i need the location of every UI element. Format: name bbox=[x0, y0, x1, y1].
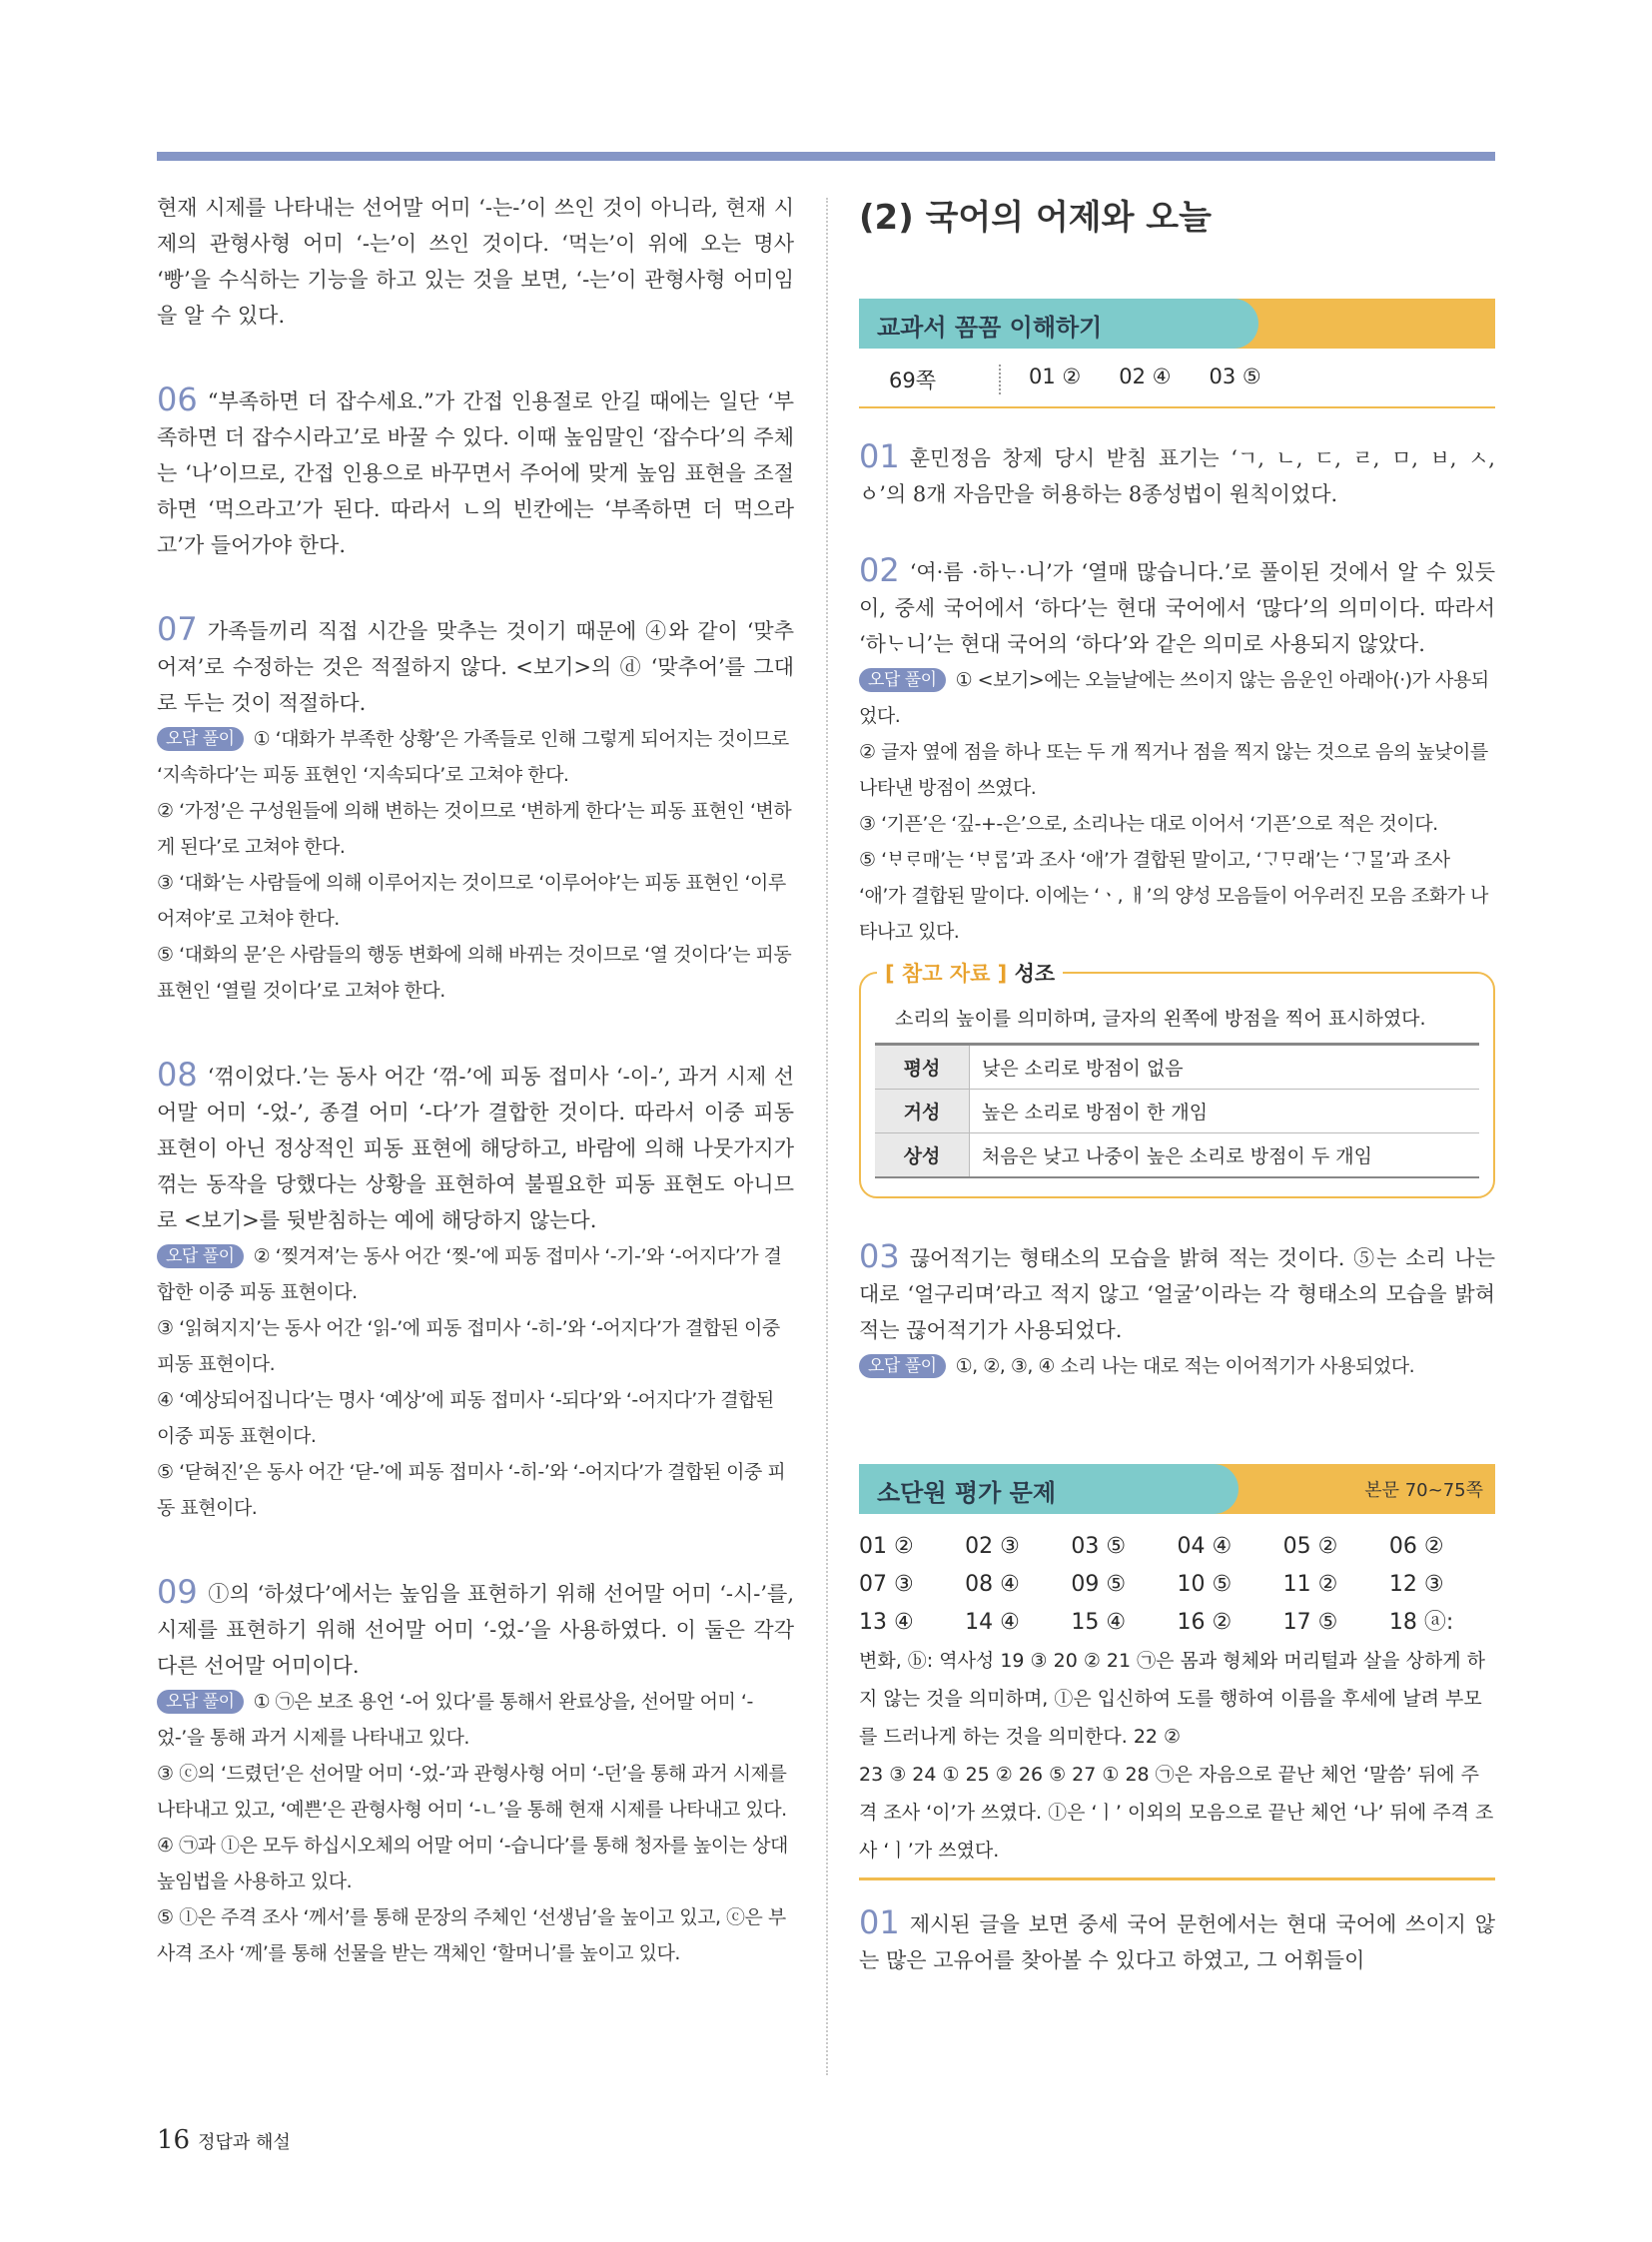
answer-text: 훈민정음 창제 당시 받침 표기는 ‘ㄱ, ㄴ, ㄷ, ㄹ, ㅁ, ㅂ, ㅅ, ㆁ’의 8개 자음만을 허용하는 8종성법이 원칙이었다. bbox=[859, 446, 1495, 506]
sub-item: ⑤ ⓛ은 주격 조사 ‘께서’를 통해 문장의 주체인 ‘선생님’을 높이고 있고, ⓒ은 부사격 조사 ‘께’를 통해 선물을 받는 객체인 ‘할머니’를 높이고 있다. bbox=[157, 1906, 786, 1964]
answer-row bbox=[859, 1528, 1495, 1566]
sub-item: ⑤ ‘ᄇᆞᄅᆞ매’는 ‘ᄇᆞᄅᆞᆷ’과 조사 ‘애’가 결합된 말이고, ‘ᄀᆞᄆᆞ래’는 ‘ᄀᆞᄆᆞᆯ’과 조사 ‘애’가 결합된 말이다. 이에는 ‘ㆍ, ㅐ’의 양성 모음들이 어우러진 모음 조화가 나타나고 있다. bbox=[859, 849, 1488, 943]
answer-text: “부족하면 더 잡수세요.”가 간접 인용절로 안길 때에는 일단 ‘부족하면 더 잡수시라고’로 바꿀 수 있다. 이때 높임말인 ‘잡수다’의 주체는 ‘나’이므로, 간접 인용으로 바꾸면서 주어에 맞게 높임 표현을 조절하면 ‘먹으라고’가 된다. 따라서 ㄴ의 빈칸에는 ‘부족하면 더 먹으라고’가 들어가야 한다. bbox=[157, 389, 794, 557]
answer-text: 끊어적기는 형태소의 모습을 밝혀 적는 것이다. ⑤는 소리 나는 대로 ‘얼구리며’라고 적지 않고 ‘얼굴’이라는 각 형태소의 모습을 밝혀 적는 끊어적기가 사용되었다. bbox=[859, 1246, 1495, 1342]
eval-answer: 03 ⑤ bbox=[1071, 1534, 1127, 1559]
page-footer bbox=[157, 2125, 291, 2155]
sub-item: ①, ②, ③, ④ 소리 나는 대로 적는 이어적기가 사용되었다. bbox=[955, 1355, 1415, 1377]
evaluation-banner bbox=[859, 1464, 1495, 1514]
banner-label: 교과서 꼼꼼 이해하기 bbox=[877, 314, 1103, 342]
strip-answer: 02 ④ bbox=[1119, 365, 1172, 388]
eval-answer: 04 ④ bbox=[1177, 1534, 1233, 1559]
sub-item: ④ ‘예상되어집니다’는 명사 ‘예상’에 피동 접미사 ‘-되다’와 ‘-어지다’가 결합된 이중 피동 표현이다. bbox=[157, 1389, 774, 1447]
textbook-banner bbox=[859, 299, 1495, 349]
eval-answer: 01 ② bbox=[859, 1534, 914, 1559]
sub-item: ④ ㉠과 ⓛ은 모두 하십시오체의 어말 어미 ‘-습니다’를 통해 청자를 높이는 상대 높임법을 사용하고 있다. bbox=[157, 1835, 788, 1892]
reference-bracket: [ 참고 자료 ] bbox=[885, 962, 1008, 986]
tone-desc: 높은 소리로 방점이 한 개임 bbox=[970, 1090, 1480, 1133]
answer-number: 01 bbox=[859, 437, 900, 475]
eval-answer: 16 ② bbox=[1177, 1610, 1233, 1635]
answer-number: 06 bbox=[157, 380, 198, 418]
sub-item: ② 글자 옆에 점을 하나 또는 두 개 찍거나 점을 찍지 않는 것으로 음의 높낮이를 나타낸 방점이 쓰였다. bbox=[859, 741, 1488, 799]
intro-text: 현재 시제를 나타내는 선어말 어미 ‘-는-’이 쓰인 것이 아니라, 현재 시제의 관형사형 어미 ‘-는’이 쓰인 것이다. ‘먹는’이 위에 오는 명사 ‘빵’을 수식하는 기능을 하고 있는 것을 보면, ‘-는’이 관형사형 어미임을 알 수 있다. bbox=[157, 196, 794, 328]
wrong-answer-badge: 오답 풀이 bbox=[157, 1690, 244, 1714]
strip-answer: 03 ⑤ bbox=[1209, 365, 1261, 388]
eval-answer: 13 ④ bbox=[859, 1610, 914, 1635]
eval-answer: 10 ⑤ bbox=[1177, 1572, 1233, 1597]
answer-number: 07 bbox=[157, 610, 198, 648]
sub-item: ⑤ ‘닫혀진’은 동사 어간 ‘닫-’에 피동 접미사 ‘-히-’와 ‘-어지다’가 결합된 이중 피동 표현이다. bbox=[157, 1461, 786, 1519]
eval-answer: 15 ④ bbox=[1071, 1610, 1127, 1635]
eval-answer: 14 ④ bbox=[965, 1610, 1020, 1635]
answer-r03 bbox=[859, 1238, 1495, 1384]
answer-number: 09 bbox=[157, 1573, 198, 1611]
answer-text: 가족들끼리 직접 시간을 맞추는 것이기 때문에 ④와 같이 ‘맞추어져’로 수정하는 것은 적절하지 않다. <보기>의 ⓓ ‘맞추어’를 그대로 두는 것이 적절하다. bbox=[157, 619, 794, 715]
answer-number: 03 bbox=[859, 1237, 900, 1275]
reference-desc: 소리의 높이를 의미하며, 글자의 왼쪽에 방점을 찍어 표시하였다. bbox=[895, 1008, 1426, 1030]
sub-item: ⑤ ‘대화의 문’은 사람들의 행동 변화에 의해 바뀌는 것이므로 ‘열 것이다’는 피동 표현인 ‘열릴 것이다’로 고쳐야 한다. bbox=[157, 944, 792, 1002]
strip-page: 69쪽 bbox=[859, 365, 1001, 394]
banner-page-range: 본문 70~75쪽 bbox=[1364, 1480, 1483, 1501]
sub-item: ③ ‘대화’는 사람들에 의해 이루어지는 것이므로 ‘이루어야’는 피동 표현인 ‘이루어져야’로 고쳐야 한다. bbox=[157, 872, 786, 930]
eval-answer: 06 ② bbox=[1388, 1534, 1444, 1559]
eval-answer: 11 ② bbox=[1282, 1572, 1338, 1597]
eval-answer: 05 ② bbox=[1282, 1534, 1338, 1559]
tone-name: 상성 bbox=[875, 1133, 970, 1178]
sub-item: ① <보기>에는 오늘날에는 쓰이지 않는 음운인 아래아(·)가 사용되었다. bbox=[859, 669, 1489, 727]
reference-box bbox=[859, 962, 1495, 1198]
sub-item: ② ‘찢겨져’는 동사 어간 ‘찢-’에 피동 접미사 ‘-기-’와 ‘-어지다’가 결합한 이중 피동 표현이다. bbox=[157, 1245, 782, 1303]
strip-answer: 01 ② bbox=[1029, 365, 1082, 388]
sub-item: ③ ⓒ의 ‘드렸던’은 선어말 어미 ‘-었-’과 관형사형 어미 ‘-던’을 통해 과거 시제를 나타내고 있고, ‘예쁜’은 관형사형 어미 ‘-ㄴ’을 통해 현재 시제를 나타내고 있다. bbox=[157, 1763, 787, 1821]
top-rule bbox=[157, 152, 1495, 161]
answer-row bbox=[859, 1604, 1495, 1642]
wrong-answer-badge: 오답 풀이 bbox=[157, 727, 244, 751]
tone-desc: 낮은 소리로 방점이 없음 bbox=[970, 1045, 1480, 1090]
intro-block bbox=[157, 190, 794, 334]
table-row bbox=[875, 1133, 1479, 1178]
table-row bbox=[875, 1090, 1479, 1133]
sub-item: ② ‘가정’은 구성원들에 의해 변하는 것이므로 ‘변하게 한다’는 피동 표현인 ‘변하게 된다’로 고쳐야 한다. bbox=[157, 800, 792, 858]
sub-item: ① ‘대화가 부족한 상황’은 가족들로 인해 그렇게 되어지는 것이므로 ‘지속하다’는 피동 표현인 ‘지속되다’로 고쳐야 한다. bbox=[157, 728, 789, 786]
answer-r02 bbox=[859, 552, 1495, 950]
reference-title: 성조 bbox=[1014, 962, 1056, 986]
eval-answer: 09 ⑤ bbox=[1071, 1572, 1127, 1597]
right-column bbox=[859, 190, 1495, 2014]
sub-item: ③ ‘기픈’은 ‘깊-+-은’으로, 소리나는 대로 이어서 ‘기픈’으로 적은 것이다. bbox=[859, 813, 1438, 835]
answer-strip bbox=[859, 353, 1495, 408]
answer-number: 01 bbox=[859, 1903, 900, 1941]
answer-text: ‘여·름 ·하ᄂᆞ·니’가 ‘열매 많습니다.’로 풀이된 것에서 알 수 있듯이, 중세 국어에서 ‘하다’는 현대 국어에서 ‘많다’의 의미이다. 따라서 ‘하ᄂᆞ니’는 현대 국어의 ‘하다’와 같은 의미로 사용되지 않았다. bbox=[859, 560, 1495, 656]
eval-answer: 17 ⑤ bbox=[1282, 1610, 1338, 1635]
column-divider bbox=[826, 198, 828, 2075]
page-number: 16 bbox=[157, 2125, 191, 2155]
eval-answer: 08 ④ bbox=[965, 1572, 1020, 1597]
reference-heading bbox=[877, 958, 1063, 988]
tone-desc: 처음은 낮고 나중이 높은 소리로 방점이 두 개임 bbox=[970, 1133, 1480, 1178]
section-title: (2) 국어의 어제와 오늘 bbox=[859, 198, 1212, 238]
wrong-answer-badge: 오답 풀이 bbox=[859, 1354, 946, 1378]
answer-09 bbox=[157, 1574, 794, 1971]
answer-r01 bbox=[859, 438, 1495, 512]
tone-table bbox=[875, 1043, 1479, 1178]
eval-tail-text: 변화, ⓑ: 역사성 19 ③ 20 ② 21 ㉠은 몸과 형체와 머리털과 살을 상하게 하지 않는 것을 의미하며, ⓛ은 입신하여 도를 행하여 이름을 후세에 날려 부모를 드러나게 하는 것을 의미한다. 22 ② bbox=[859, 1650, 1486, 1748]
table-row bbox=[875, 1045, 1479, 1090]
answer-number: 08 bbox=[157, 1056, 198, 1094]
eval-tail-text: 23 ③ 24 ① 25 ② 26 ⑤ 27 ① 28 ㉠은 자음으로 끝난 체언 ‘말씀’ 뒤에 주격 조사 ‘이’가 쓰였다. ⓛ은 ‘ㅣ’ 이외의 모음으로 끝난 체언 ‘나’ 뒤에 주격 조사 ‘ㅣ’가 쓰였다. bbox=[859, 1764, 1494, 1862]
sub-item: ① ㉠은 보조 용언 ‘-어 있다’를 통해서 완료상을, 선어말 어미 ‘-었-’을 통해 과거 시제를 나타내고 있다. bbox=[157, 1691, 753, 1749]
tone-name: 평성 bbox=[875, 1045, 970, 1090]
evaluation-tail bbox=[859, 1642, 1495, 1880]
evaluation-answers bbox=[859, 1528, 1495, 1642]
answer-text: 제시된 글을 보면 중세 국어 문헌에서는 현대 국어에 쓰이지 않는 많은 고유어를 찾아볼 수 있다고 하였고, 그 어휘들이 bbox=[859, 1912, 1495, 1972]
answer-07 bbox=[157, 611, 794, 1009]
answer-number: 02 bbox=[859, 551, 900, 589]
answer-b01 bbox=[859, 1904, 1495, 1978]
wrong-answer-badge: 오답 풀이 bbox=[157, 1244, 244, 1268]
wrong-answer-badge: 오답 풀이 bbox=[859, 668, 946, 692]
sub-item: ③ ‘읽혀지지’는 동사 어간 ‘읽-’에 피동 접미사 ‘-히-’와 ‘-어지다’가 결합된 이중 피동 표현이다. bbox=[157, 1317, 780, 1375]
answer-row bbox=[859, 1566, 1495, 1604]
answer-06 bbox=[157, 381, 794, 563]
eval-answer: 02 ③ bbox=[965, 1534, 1020, 1559]
answer-text: ‘꺾이었다.’는 동사 어간 ‘꺾-’에 피동 접미사 ‘-이-’, 과거 시제 선어말 어미 ‘-었-’, 종결 어미 ‘-다’가 결합한 것이다. 따라서 이중 피동 표현이 아닌 정상적인 피동 표현에 해당하고, 바람에 의해 나뭇가지가 꺾는 동작을 당했다는 상황을 표현하여 불필요한 피동 표현도 아니므로 <보기>를 뒷받침하는 예에 해당하지 않는다. bbox=[157, 1065, 794, 1232]
banner-label: 소단원 평가 문제 bbox=[877, 1479, 1056, 1507]
eval-answer: 12 ③ bbox=[1388, 1572, 1444, 1597]
tone-name: 거성 bbox=[875, 1090, 970, 1133]
left-column bbox=[157, 190, 794, 2007]
eval-answer: 07 ③ bbox=[859, 1572, 914, 1597]
answer-08 bbox=[157, 1057, 794, 1526]
eval-answer: 18 ⓐ: bbox=[1388, 1610, 1454, 1635]
footer-label: 정답과 해설 bbox=[198, 2132, 291, 2153]
answer-text: ⓛ의 ‘하셨다’에서는 높임을 표현하기 위해 선어말 어미 ‘-시-’를, 시제를 표현하기 위해 선어말 어미 ‘-었-’을 사용하였다. 이 둘은 각각 다른 선어말 어미이다. bbox=[157, 1582, 794, 1678]
